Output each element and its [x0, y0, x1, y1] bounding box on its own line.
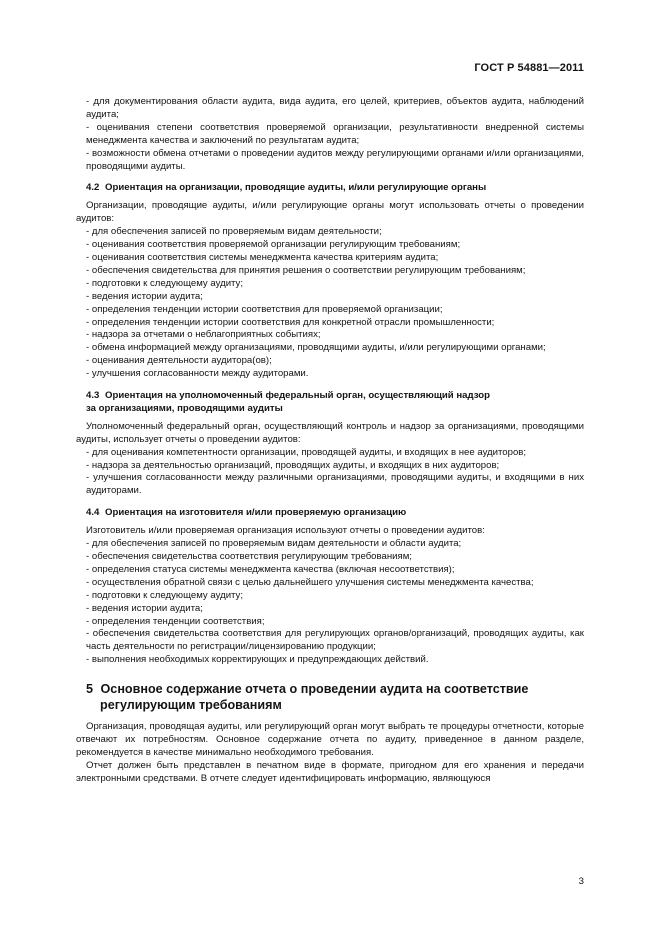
- list-item: - для обеспечения записей по проверяемым видам деятельности и области аудита;: [86, 538, 462, 550]
- section-number: 4.4: [86, 507, 100, 519]
- section-title: Ориентация на изготовителя и/или проверяемую организацию: [105, 507, 407, 519]
- document-id-header: ГОСТ Р 54881—2011: [474, 62, 584, 74]
- section-title: Ориентация на организации, проводящие аудиты, и/или регулирующие органы: [105, 182, 487, 194]
- section-4-4-list: [76, 538, 584, 667]
- section-4-4-heading: [76, 507, 584, 520]
- section-title-line-2: регулирующим требованиям: [100, 697, 282, 712]
- list-item: - для документирования области аудита, вида аудита, его целей, критериев, объектов аудита, наблюдений аудита;: [86, 96, 584, 120]
- list-item: - надзора за отчетами о неблагоприятных событиях;: [86, 329, 321, 341]
- section-4-3-paragraph: Уполномоченный федеральный орган, осуществляющий контроль и надзор за организациями, проводящими аудиты, использует отчеты о проведении аудитов:: [76, 420, 584, 445]
- list-item: - выполнения необходимых корректирующих и предупреждающих действий.: [86, 654, 429, 666]
- section-title-line-2: за организациями, проводящими аудиты: [86, 402, 283, 414]
- section-number: 4.2: [86, 182, 100, 194]
- list-item: - оценивания соответствия проверяемой организации регулирующим требованиям;: [86, 239, 461, 251]
- page-content: [76, 96, 584, 786]
- list-item: - возможности обмена отчетами о проведении аудитов между регулирующими органами и/или организациями, проводящими аудиты.: [86, 147, 584, 172]
- section-4-3-list: [76, 447, 584, 499]
- list-item: - улучшения согласованности между аудиторами.: [86, 368, 309, 380]
- section-number: 4.3: [86, 390, 100, 402]
- list-item: - определения статуса системы менеджмента качества (включая несоответствия);: [86, 563, 455, 575]
- section-title-line-1: Основное содержание отчета о проведении аудита на соответствие: [100, 682, 529, 697]
- list-item: - подготовки к следующему аудиту;: [86, 277, 244, 289]
- list-item: - для оценивания компетентности организации, проводящей аудиты, и входящих в нее аудиторов;: [86, 446, 527, 458]
- section-4-4-paragraph: Изготовитель и/или проверяемая организация используют отчеты о проведении аудитов:: [86, 525, 485, 537]
- list-item: - оценивания соответствия системы менеджмента качества критериям аудита;: [86, 251, 439, 263]
- section-4-2-heading: [76, 182, 584, 195]
- intro-list: [76, 96, 584, 173]
- section-4-2-paragraph: Организации, проводящие аудиты, и/или регулирующие органы могут использовать отчеты о проведении аудитов:: [76, 200, 584, 225]
- section-5-paragraph: Организация, проводящая аудиты, или регулирующий орган могут выбрать те процедуры отчетности, которые отвечают их потребностям. Основное содержание отчета по аудиту, приведенное в данном разделе, рекомендуется в качестве минимально необходимого требования.: [76, 721, 584, 758]
- list-item: - обеспечения свидетельства соответствия регулирующим требованиям;: [86, 551, 412, 562]
- section-5-heading: [76, 682, 584, 713]
- section-4-3-heading: [76, 390, 584, 416]
- list-item: - обеспечения свидетельства для принятия решения о соответствии регулирующим требованиям;: [86, 264, 526, 276]
- page-number: 3: [578, 876, 584, 887]
- list-item: - надзора за деятельностью организаций, проводящих аудиты, и входящих в них аудиторов;: [86, 459, 500, 471]
- list-item: - для обеспечения записей по проверяемым видам деятельности;: [86, 226, 382, 238]
- list-item: - подготовки к следующему аудиту;: [86, 589, 244, 601]
- list-item: - ведения истории аудита;: [86, 602, 203, 614]
- section-4-2-list: [76, 226, 584, 381]
- list-item: - обмена информацией между организациями, проводящими аудиты, и/или регулирующими органами;: [86, 342, 546, 354]
- list-item: - определения тенденции истории соответствия для проверяемой организации;: [86, 303, 443, 315]
- list-item: - улучшения согласованности между различными организациями, проводящими аудиты, и входящими в них аудиторами.: [86, 472, 584, 497]
- section-5-paragraph: Отчет должен быть представлен в печатном виде в формате, пригодном для его хранения и передачи электронными средствами. В отчете следует идентифицировать информацию, являющуюся: [76, 759, 584, 784]
- section-title-line-1: Ориентация на уполномоченный федеральный орган, осуществляющий надзор: [105, 390, 490, 402]
- list-item: - оценивания степени соответствия проверяемой организации, результативности внедренной системы менеджмента качества и заключений по результатам аудита;: [86, 121, 584, 146]
- list-item: - определения тенденции истории соответствия для конкретной отрасли промышленности;: [86, 316, 495, 328]
- list-item: - определения тенденции соответствия;: [86, 615, 265, 627]
- list-item: - оценивания деятельности аудитора(ов);: [86, 355, 272, 367]
- list-item: - осуществления обратной связи с целью дальнейшего улучшения системы менеджмента качества;: [86, 576, 534, 588]
- section-number: 5: [86, 682, 94, 697]
- list-item: - ведения истории аудита;: [86, 290, 203, 302]
- list-item: - обеспечения свидетельства соответствия для регулирующих органов/организаций, проводящих аудиты, как часть деятельности по регистрации/лицензированию продукции;: [86, 628, 584, 653]
